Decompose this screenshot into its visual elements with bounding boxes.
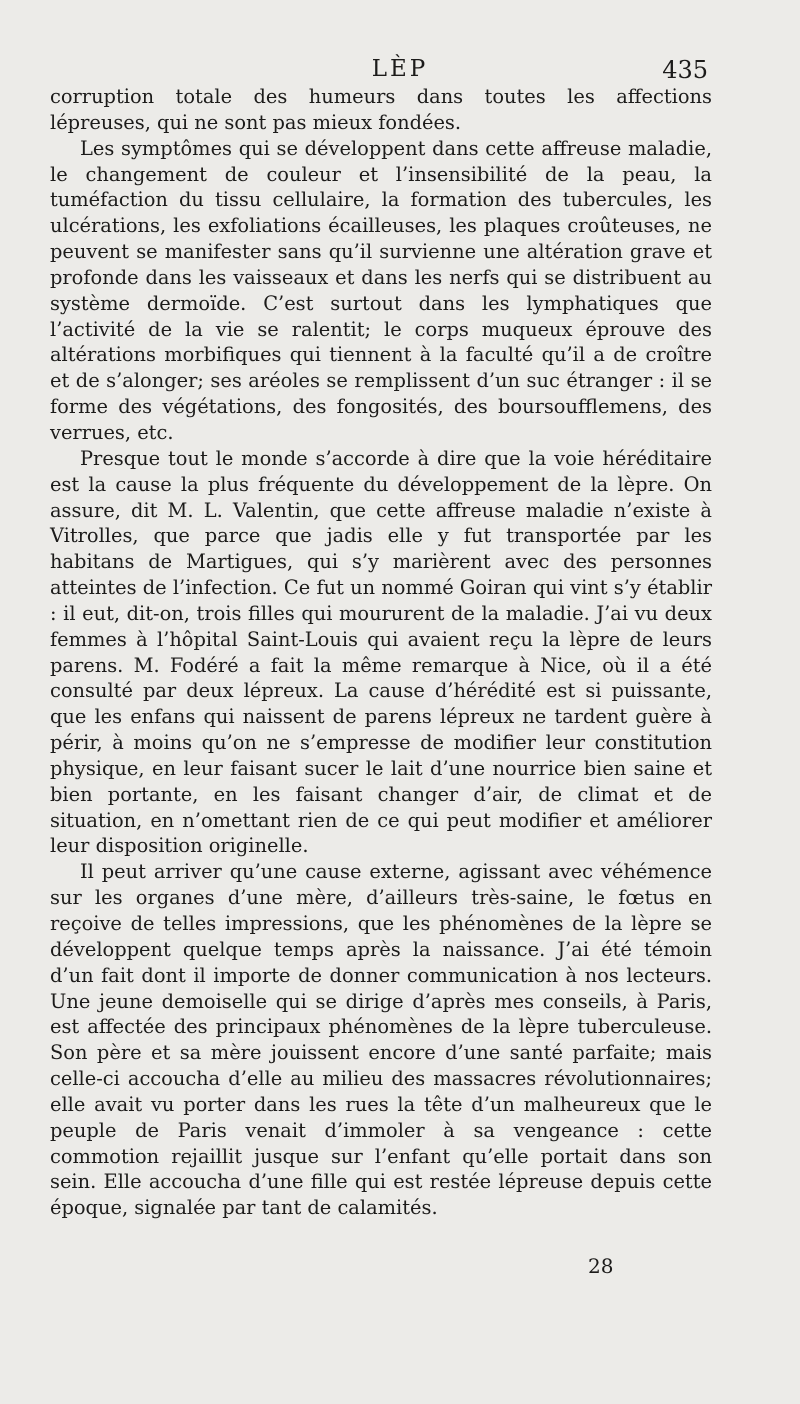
paragraph-symptoms: Les symptômes qui se développent dans cette affreuse maladie, le changement de couleur et l’insensibilité de la peau, la tuméfaction du tissu cellulaire, la formation des tubercules, les ulcérations, les exfoliations écailleuses, les plaques croûteuses, ne peuvent se manifester sans qu’il survienne une altération grave et profonde dans les vaisseaux et dans les nerfs qui se distribuent au système dermoïde. C’est surtout dans les lymphatiques que l’activité de la vie se ralentit; le corps muqueux éprouve des altérations morbifiques qui tiennent à la faculté qu’il a de croître et de s’alonger; ses aréoles se remplissent d’un suc étranger : il se forme des végétations, des fongosités, des boursoufflemens, des verrues, etc. [50,136,712,444]
page-number: 435 [662,56,708,84]
paragraph-external-cause: Il peut arriver qu’une cause externe, agissant avec véhémence sur les organes d’une mère, d’ailleurs très-saine, le fœtus en reçoive de telles impressions, que les phénomènes de la lèpre se développent quelque temps après la naissance. J’ai été témoin d’un fait dont il importe de donner communication à nos lecteurs. Une jeune demoiselle qui se dirige d’après mes conseils, à Paris, est affectée des principaux phénomènes de la lèpre tuberculeuse. Son père et sa mère jouissent encore d’une santé parfaite; mais celle-ci accoucha d’elle au milieu des massacres révolutionnaires; elle avait vu porter dans les rues la tête d’un malheureux que le peuple de Paris venait d’immoler à sa vengeance : cette commotion rejaillit jusque sur l’enfant qu’elle portait dans son sein. Elle accoucha d’une fille qui est restée lépreuse depuis cette époque, signalée par tant de calamités. [50,860,712,1220]
paragraph-continued: corruption totale des humeurs dans toutes les affections lépreuses, qui ne sont pas mieux fondées. [50,85,712,134]
running-title: LÈP [371,56,429,82]
paragraph-heredity: Presque tout le monde s’accorde à dire que la voie héréditaire est la cause la plus fréquente du développement de la lèpre. On assure, dit M. L. Valentin, que cette affreuse maladie n’existe à Vitrolles, que parce que jadis elle y fut transportée par les habitans de Martigues, qui s’y marièrent avec des personnes atteintes de l’infection. Ce fut un nommé Goiran qui vint s’y établir : il eut, dit-on, trois filles qui moururent de la maladie. J’ai vu deux femmes à l’hôpital Saint-Louis qui avaient reçu la lèpre de leurs parens. M. Fodéré a fait la même remarque à Nice, où il a été consulté par deux lépreux. La cause d’hérédité est si puissante, que les enfans qui naissent de parens lépreux ne tardent guère à périr, à moins qu’on ne s’empresse de modifier leur constitution physique, en leur faisant sucer le lait d’une nourrice bien saine et bien portante, en les faisant changer d’air, de climat et de situation, en n’omettant rien de ce qui peut modifier et améliorer leur disposition originelle. [50,446,712,858]
running-head [0,56,800,86]
body-text [50,84,712,1221]
signature-mark: 28 [588,1254,614,1278]
